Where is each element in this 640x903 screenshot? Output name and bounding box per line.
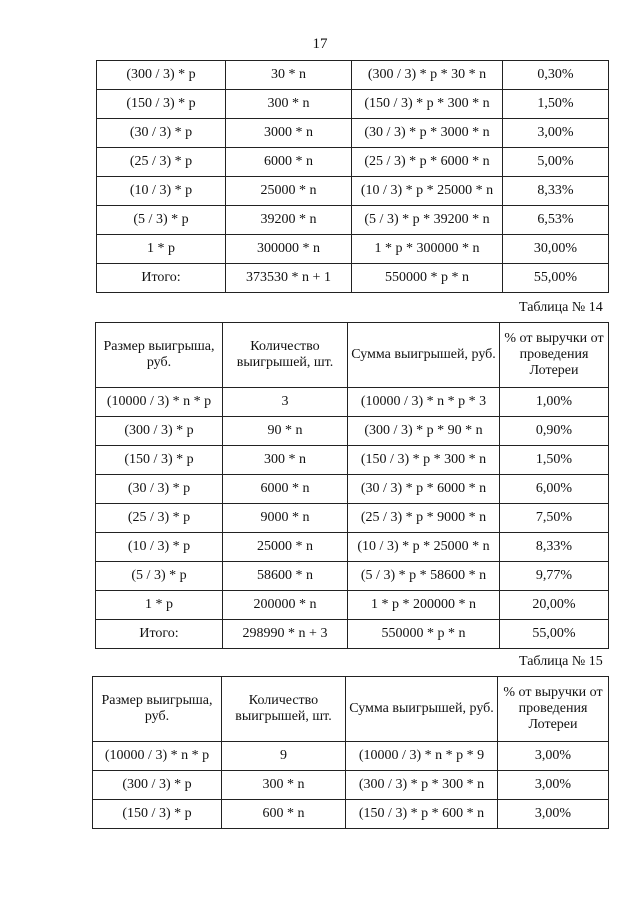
table-cell: (10 / 3) * p xyxy=(97,177,226,206)
table-cell: 1,50% xyxy=(500,446,609,475)
table-cell: (300 / 3) * p xyxy=(96,417,223,446)
table-cell: (5 / 3) * p * 58600 * n xyxy=(348,562,500,591)
table-cell: (10000 / 3) * n * p xyxy=(96,388,223,417)
table-row xyxy=(97,148,609,177)
table-cell: 1 * p * 300000 * n xyxy=(352,235,503,264)
table-cell: (150 / 3) * p xyxy=(96,446,223,475)
table-cell: 3,00% xyxy=(498,742,609,771)
table-cell: 1,00% xyxy=(500,388,609,417)
table-cell: 200000 * n xyxy=(223,591,348,620)
table-cell: (5 / 3) * p xyxy=(96,562,223,591)
table-cell: (150 / 3) * p xyxy=(93,800,222,829)
table-cell: 0,90% xyxy=(500,417,609,446)
table-cell: (10 / 3) * p xyxy=(96,533,223,562)
table-row xyxy=(96,533,609,562)
table-row xyxy=(96,504,609,533)
table-row xyxy=(96,562,609,591)
table-cell: 300 * n xyxy=(222,771,346,800)
table-cell: (300 / 3) * p * 300 * n xyxy=(346,771,498,800)
table-cell: 6,00% xyxy=(500,475,609,504)
table-cell: (150 / 3) * p * 600 * n xyxy=(346,800,498,829)
table-header-row xyxy=(96,323,609,388)
table-cell: (300 / 3) * p xyxy=(93,771,222,800)
table-row xyxy=(96,388,609,417)
table-row xyxy=(97,264,609,293)
table-cell: 90 * n xyxy=(223,417,348,446)
table-row xyxy=(96,417,609,446)
table-cell: Итого: xyxy=(96,620,223,649)
table-cell: Размер выигрыша, руб. xyxy=(93,677,222,742)
table-cell: Итого: xyxy=(97,264,226,293)
table-cell: 9,77% xyxy=(500,562,609,591)
table-cell: 3,00% xyxy=(503,119,609,148)
table-row xyxy=(93,771,609,800)
table-cell: 1 * p xyxy=(97,235,226,264)
table-cell: % от выручки от проведения Лотереи xyxy=(500,323,609,388)
table-cell: 5,00% xyxy=(503,148,609,177)
table-cell: (25 / 3) * p * 6000 * n xyxy=(352,148,503,177)
table-cell: 8,33% xyxy=(503,177,609,206)
table-row xyxy=(96,620,609,649)
table-cell: 3000 * n xyxy=(226,119,352,148)
table-header-row xyxy=(93,677,609,742)
table-row xyxy=(93,800,609,829)
table-cell: 373530 * n + 1 xyxy=(226,264,352,293)
table-cell: % от выручки от проведения Лотереи xyxy=(498,677,609,742)
table-cell: (30 / 3) * p xyxy=(96,475,223,504)
table-cell: (150 / 3) * p xyxy=(97,90,226,119)
table-row xyxy=(97,61,609,90)
table-cell: 55,00% xyxy=(503,264,609,293)
table-cell: 600 * n xyxy=(222,800,346,829)
table-cell: (150 / 3) * p * 300 * n xyxy=(352,90,503,119)
table-cell: 30,00% xyxy=(503,235,609,264)
table-cell: 0,30% xyxy=(503,61,609,90)
table-cell: 25000 * n xyxy=(226,177,352,206)
table-cell: Количество выигрышей, шт. xyxy=(223,323,348,388)
table-cell: Сумма выигрышей, руб. xyxy=(348,323,500,388)
table-cell: 1 * p * 200000 * n xyxy=(348,591,500,620)
table-cell: 550000 * p * n xyxy=(352,264,503,293)
table-15 xyxy=(92,676,609,829)
table-14-caption: Таблица № 14 xyxy=(519,300,603,315)
table-cell: (5 / 3) * p xyxy=(97,206,226,235)
table-row xyxy=(93,742,609,771)
table-cell: (150 / 3) * p * 300 * n xyxy=(348,446,500,475)
table-cell: (300 / 3) * p * 90 * n xyxy=(348,417,500,446)
table-cell: 6000 * n xyxy=(226,148,352,177)
table-cell: 6,53% xyxy=(503,206,609,235)
table-cell: 55,00% xyxy=(500,620,609,649)
table-cell: 3,00% xyxy=(498,771,609,800)
table-cell: 30 * n xyxy=(226,61,352,90)
table-cell: 1,50% xyxy=(503,90,609,119)
table-cell: 39200 * n xyxy=(226,206,352,235)
table-cell: 9000 * n xyxy=(223,504,348,533)
table-cell: 58600 * n xyxy=(223,562,348,591)
table-cell: (10000 / 3) * n * p * 3 xyxy=(348,388,500,417)
table-row xyxy=(97,119,609,148)
page-number: 17 xyxy=(312,36,328,52)
table-cell: (300 / 3) * p * 30 * n xyxy=(352,61,503,90)
table-cell: (30 / 3) * p * 6000 * n xyxy=(348,475,500,504)
table-cell: 8,33% xyxy=(500,533,609,562)
table-cell: 300 * n xyxy=(223,446,348,475)
table-cell: 550000 * p * n xyxy=(348,620,500,649)
table-cell: 25000 * n xyxy=(223,533,348,562)
table-row xyxy=(97,235,609,264)
table-cell: 300000 * n xyxy=(226,235,352,264)
table-row xyxy=(96,591,609,620)
table-cell: (10 / 3) * p * 25000 * n xyxy=(352,177,503,206)
table-cell: (30 / 3) * p * 3000 * n xyxy=(352,119,503,148)
table-cell: 298990 * n + 3 xyxy=(223,620,348,649)
table-14 xyxy=(95,322,609,649)
table-cell: (10000 / 3) * n * p * 9 xyxy=(346,742,498,771)
table-row xyxy=(97,177,609,206)
table-row xyxy=(97,206,609,235)
table-cell: 6000 * n xyxy=(223,475,348,504)
table-cell: Количество выигрышей, шт. xyxy=(222,677,346,742)
table-cell: 3,00% xyxy=(498,800,609,829)
table-cell: (25 / 3) * p * 9000 * n xyxy=(348,504,500,533)
table-row xyxy=(96,446,609,475)
table-15-caption: Таблица № 15 xyxy=(519,654,603,669)
table-cell: 1 * p xyxy=(96,591,223,620)
table-cell: (5 / 3) * p * 39200 * n xyxy=(352,206,503,235)
table-cell: 3 xyxy=(223,388,348,417)
table-cell: (10 / 3) * p * 25000 * n xyxy=(348,533,500,562)
table-cell: (10000 / 3) * n * p xyxy=(93,742,222,771)
table-cell: Размер выигрыша, руб. xyxy=(96,323,223,388)
table-row xyxy=(97,90,609,119)
table-continued xyxy=(96,60,609,293)
table-cell: (25 / 3) * p xyxy=(96,504,223,533)
table-cell: Сумма выигрышей, руб. xyxy=(346,677,498,742)
table-cell: 9 xyxy=(222,742,346,771)
table-row xyxy=(96,475,609,504)
table-cell: (30 / 3) * p xyxy=(97,119,226,148)
table-cell: (300 / 3) * p xyxy=(97,61,226,90)
table-cell: (25 / 3) * p xyxy=(97,148,226,177)
table-cell: 20,00% xyxy=(500,591,609,620)
table-cell: 7,50% xyxy=(500,504,609,533)
table-cell: 300 * n xyxy=(226,90,352,119)
